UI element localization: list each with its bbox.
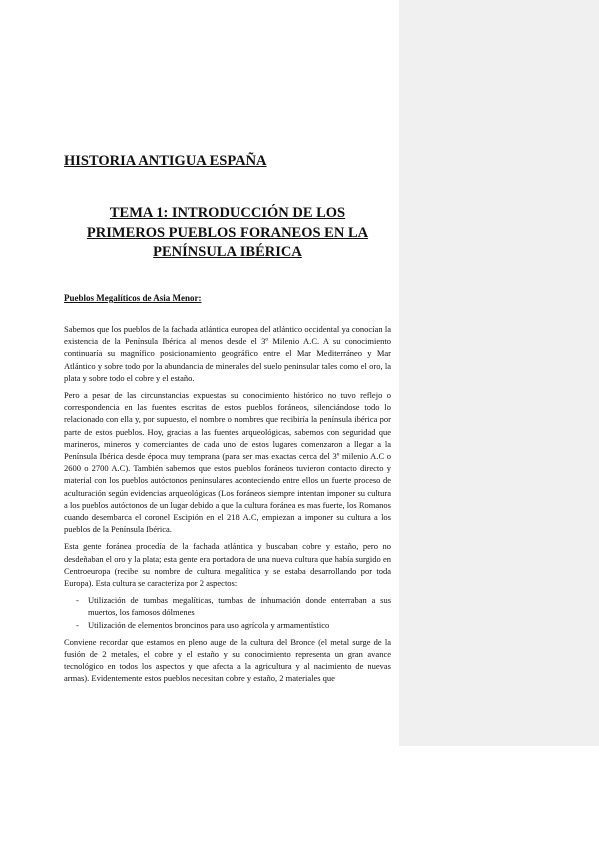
paragraph-1: Sabemos que los pueblos de la fachada atlántica europea del atlántico occidental ya conocían la existencia de la Península Ibérica al menos desde el 3º Milenio A.C. A su conocimiento continuaría su magnífico posicionamiento geográfico entre el Mar Mediterráneo y Mar Atlántico y sobre todo por la abundancia de minerales del suelo peninsular tales como el oro, la plata y sobre todo el cobre y el estaño. <box>64 324 391 383</box>
paragraph-3: Esta gente foránea procedía de la fachada atlántica y buscaban cobre y estaño, pero no desdeñaban el oro y la plata; esta gente era portadora de una nueva cultura que había surgido en Centroeuropa (recibe su nombre de cultura megalítica y se estaba desarrollando por toda Europa). Esta cultura se caracteriza por 2 aspectos: <box>64 541 391 589</box>
comment-margin-panel <box>399 0 599 746</box>
list-item: - Utilización de elementos broncinos para uso agrícola y armamentístico <box>88 619 391 631</box>
section-heading: Pueblos Megalíticos de Asia Menor: <box>64 293 202 303</box>
tema-title-line-3: PENÍNSULA IBÉRICA <box>153 244 302 260</box>
paragraph-4: Conviene recordar que estamos en pleno auge de la cultura del Bronce (el metal surge de la fusión de 2 metales, el cobre y el estaño y su conocimiento representa un gran avance tecnológico en todos los aspectos y que afecta a la agricultura y al nacimiento de nuevas armas). Evidentemente estos pueblos necesitan cobre y estaño, 2 materiales que <box>64 636 391 684</box>
paragraph-2: Pero a pesar de las circunstancias expuestas su conocimiento histórico no tuvo reflejo o correspondencia en las fuentes escritas de estos pueblos foráneos, silenciándose todo lo relacionado con ella y, por supuesto, el nombre o nombres que recibiría la península ibérica por parte de estos pueblos. Hoy, gracias a las fuentes arqueológicas, sabemos con seguridad que marineros, mineros y comerciantes de cada uno de estos lugares comenzaron a llegar a la Península Ibérica desde época muy temprana (para ser mas exactas cerca del 3º milenio A.C o 2600 o 2700 A.C). También sabemos que estos pueblos foráneos tuvieron contacto directo y material con los pueblos autóctonos peninsulares aconteciendo entre ellos un fuerte proceso de aculturación según evidencias arqueológicas (Los foráneos siempre intentan imponer su cultura a los pueblos autóctonos de un lugar debido a que la cultura foránea es mas fuerte, los Romanos cuando desembarca el coronel Escipión en el 218 A.C, empiezan a imponer su cultura a los pueblos de la Península Ibérica. <box>64 390 391 535</box>
body-text <box>64 323 391 690</box>
tema-title <box>64 204 391 263</box>
document-title: HISTORIA ANTIGUA ESPAÑA <box>64 153 267 169</box>
tema-title-line-2: PRIMEROS PUEBLOS FORANEOS EN LA <box>86 224 369 241</box>
aspects-list <box>64 594 391 631</box>
tema-title-line-1: TEMA 1: INTRODUCCIÓN DE LOS <box>109 205 346 221</box>
list-item: - Utilización de tumbas megalíticas, tumbas de inhumación donde enterraban a sus muertos, los famosos dólmenes <box>88 594 391 618</box>
